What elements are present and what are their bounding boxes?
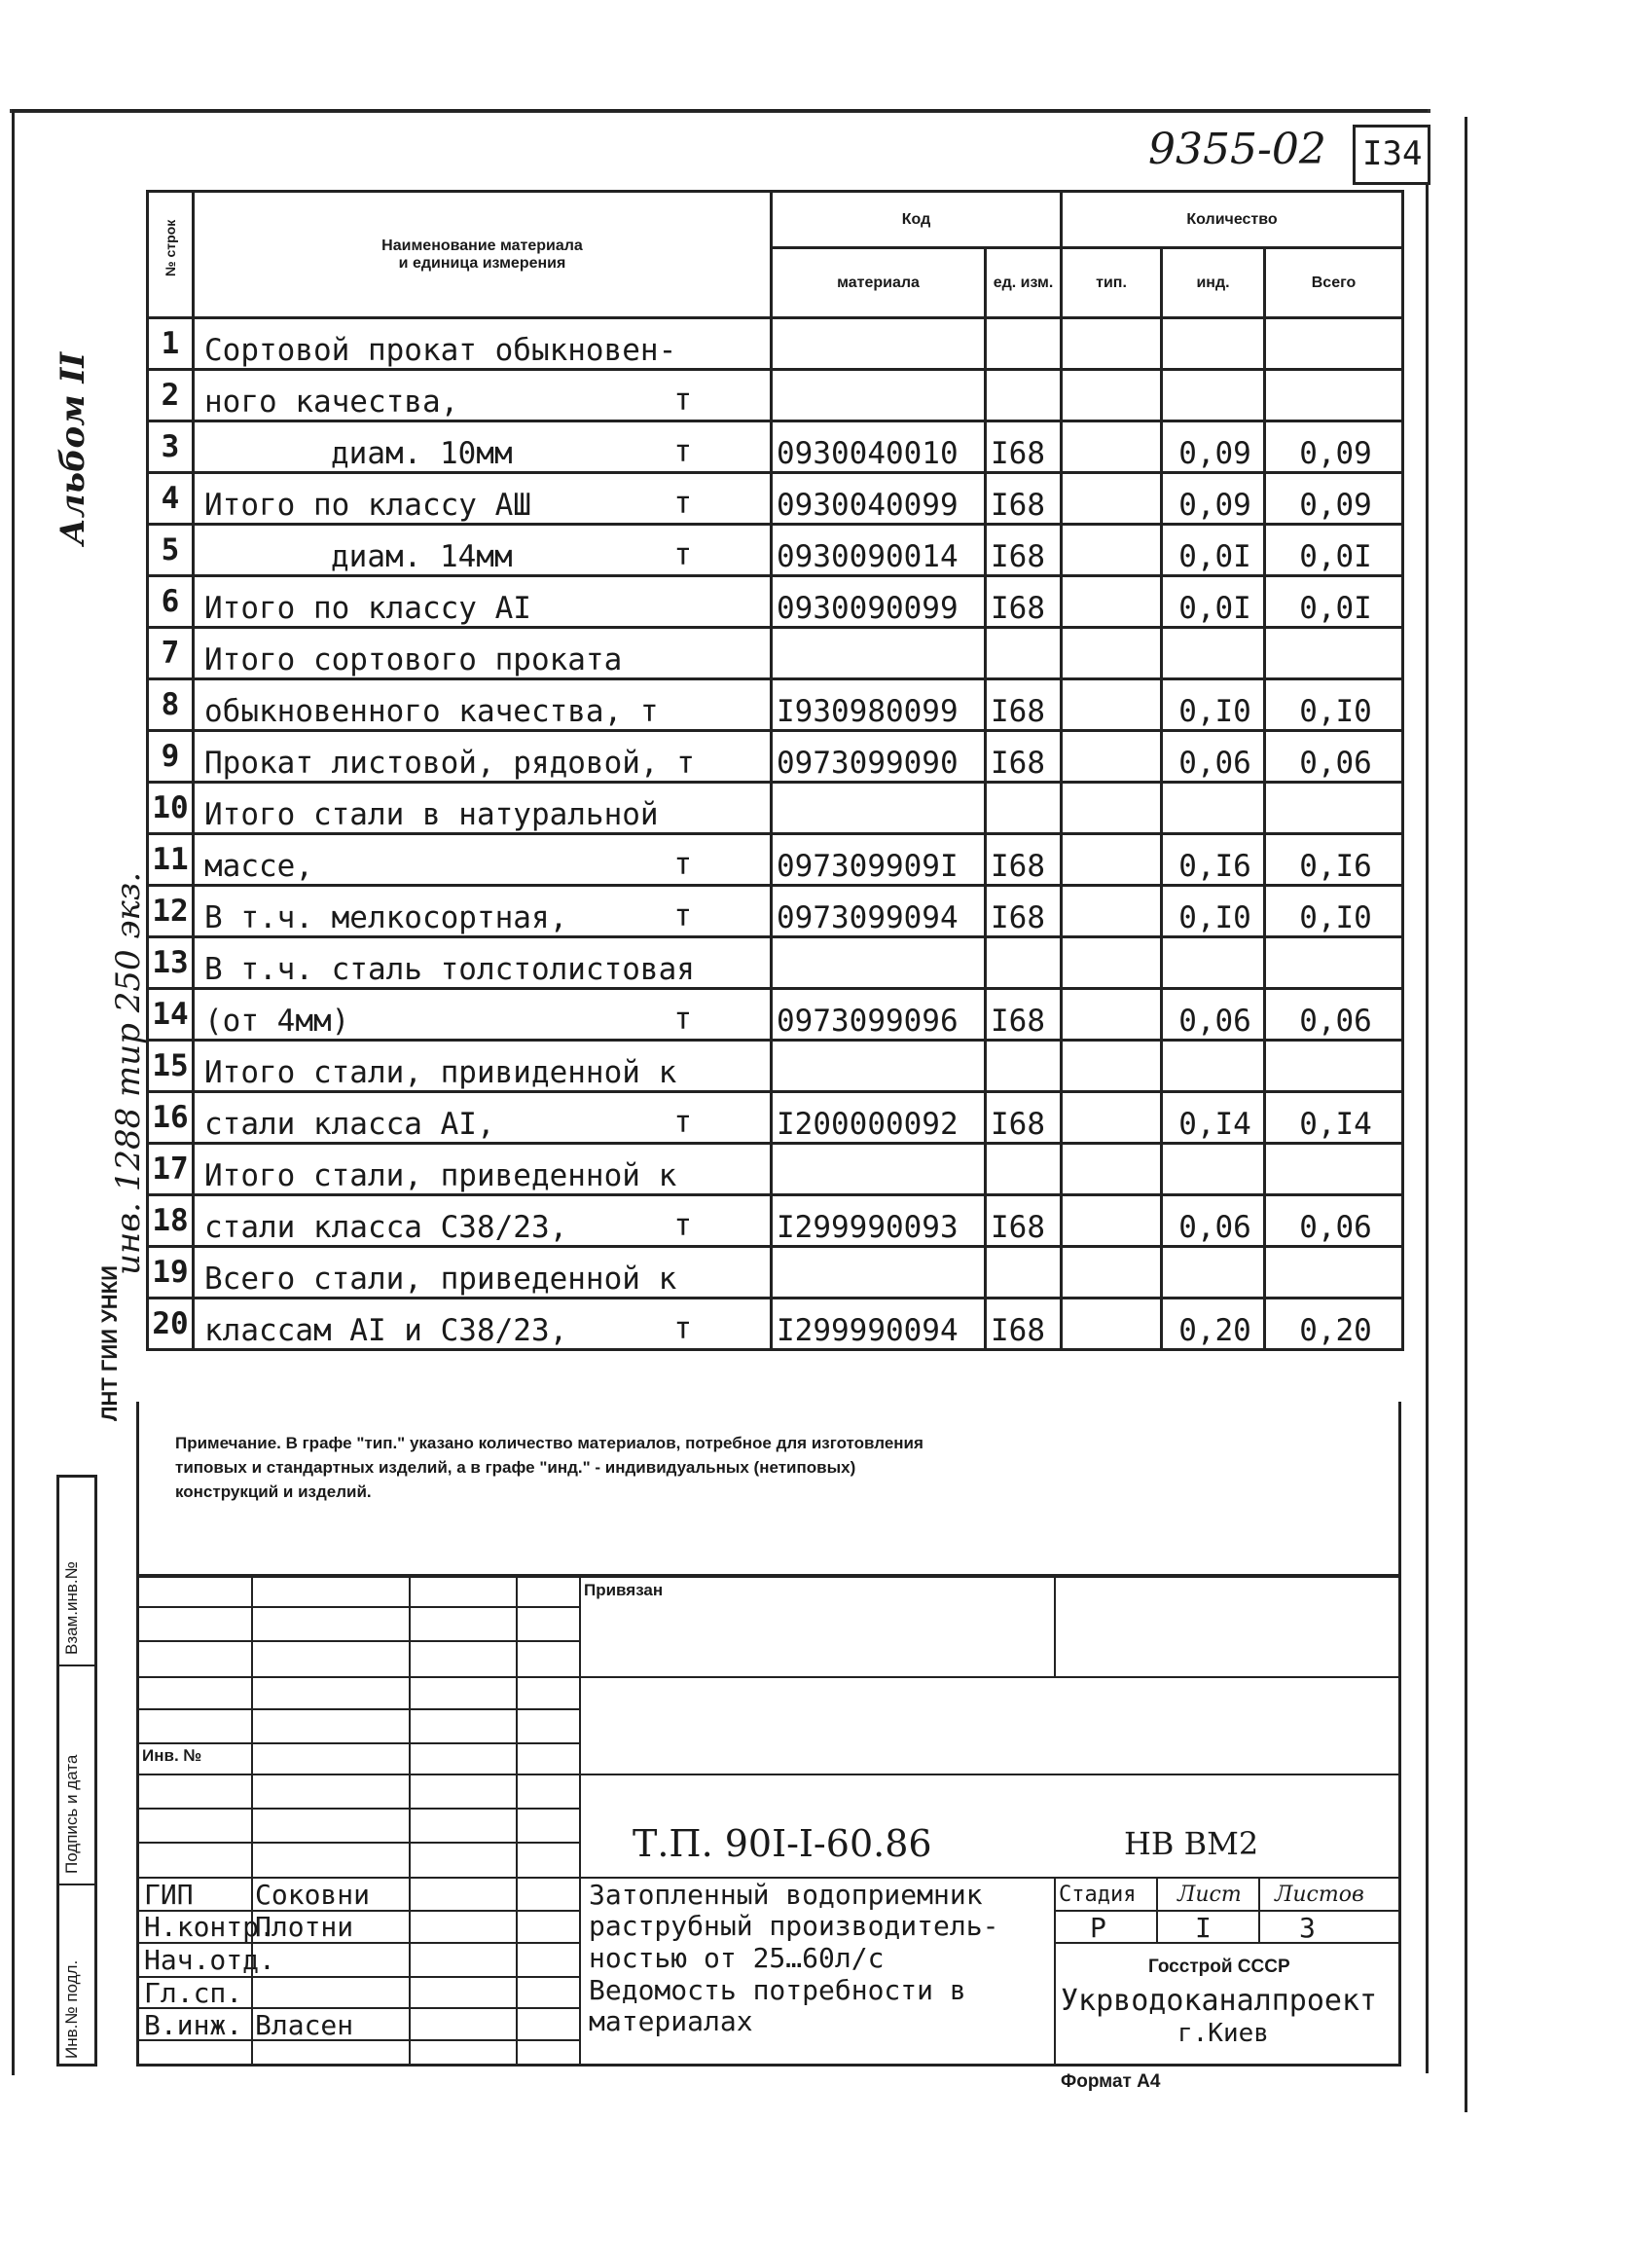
tb-v-4: [579, 1575, 581, 2067]
row-name-text: стали класса AI,: [204, 1107, 495, 1142]
row-qty-total: [1265, 1041, 1403, 1092]
stage-label: Стадия: [1059, 1883, 1137, 1907]
sheet-label: Лист: [1177, 1883, 1242, 1907]
row-unit: I68: [986, 1195, 1062, 1247]
title-line-2: раструбный производитель-: [589, 1910, 999, 1942]
table-row: [148, 525, 1403, 576]
tb-h-4: [136, 1708, 579, 1710]
row-code: 0930090099: [772, 576, 986, 628]
title-line-3: ностью от 25…60л/с: [589, 1942, 885, 1974]
table-row: [148, 370, 1403, 421]
row-name: [194, 421, 772, 473]
table-row: [148, 937, 1403, 989]
row-name: [194, 318, 772, 370]
row-name-unit: т: [673, 1208, 692, 1243]
org-line-2: Укрводоканалпроект: [1061, 1984, 1378, 2018]
row-number: 17: [148, 1144, 194, 1195]
row-number: 19: [148, 1247, 194, 1299]
row-name-unit: т: [673, 1311, 692, 1346]
materials-table: [146, 190, 1404, 1351]
row-unit: I68: [986, 473, 1062, 525]
table-row: [148, 1144, 1403, 1195]
sheets-label: Листов: [1275, 1883, 1364, 1907]
tb-h-8: [136, 1842, 579, 1844]
row-name-unit: т: [673, 486, 692, 521]
row-qty-ind: 0,I6: [1162, 834, 1265, 886]
row-name-text: диам. 10мм: [331, 436, 513, 471]
row-unit: [986, 318, 1062, 370]
row-qty-typ: [1062, 525, 1162, 576]
row-unit: [986, 628, 1062, 679]
row-unit: I68: [986, 731, 1062, 783]
row-unit: I68: [986, 421, 1062, 473]
sig-role-3: Нач.отд.: [144, 1944, 275, 1976]
row-number: 2: [148, 370, 194, 421]
row-qty-total: [1265, 370, 1403, 421]
row-qty-total: 0,I0: [1265, 886, 1403, 937]
title-line-5: материалах: [589, 2005, 753, 2037]
row-name-text: классам AI и С38/23,: [204, 1313, 568, 1348]
row-qty-typ: [1062, 1092, 1162, 1144]
tb-v-6: [1054, 1877, 1056, 2067]
row-number: 20: [148, 1299, 194, 1350]
row-qty-total: [1265, 1247, 1403, 1299]
row-qty-total: [1265, 937, 1403, 989]
doc-number: 9355-02: [1148, 125, 1326, 174]
row-unit: [986, 1247, 1062, 1299]
row-qty-ind: 0,06: [1162, 1195, 1265, 1247]
row-name: [194, 1041, 772, 1092]
row-number: 16: [148, 1092, 194, 1144]
row-qty-ind: 0,I4: [1162, 1092, 1265, 1144]
margin-box-label-3: Инв.№ подл.: [62, 1959, 81, 2059]
row-code: [772, 1144, 986, 1195]
row-name: [194, 1144, 772, 1195]
row-code: 0930090014: [772, 525, 986, 576]
row-unit: I68: [986, 1092, 1062, 1144]
row-qty-typ: [1062, 834, 1162, 886]
row-qty-typ: [1062, 473, 1162, 525]
row-name: [194, 989, 772, 1041]
table-row: [148, 886, 1403, 937]
table-row: [148, 989, 1403, 1041]
table-row: [148, 576, 1403, 628]
row-name-text: Итого по классу АШ: [204, 488, 531, 523]
row-number: 1: [148, 318, 194, 370]
row-code: 0973099096: [772, 989, 986, 1041]
note-text: Примечание. В графе "тип." указано количество материалов, потребное для изготовления типовых и стандартных изделий, а в графе "инд." - индивидуальных (нетиповых) конструкций и изделий.: [175, 1434, 923, 1501]
row-code: 0930040010: [772, 421, 986, 473]
table-row: [148, 783, 1403, 834]
row-name-unit: т: [673, 847, 692, 882]
row-code: I299990093: [772, 1195, 986, 1247]
row-name: [194, 576, 772, 628]
materials-table-body: [148, 318, 1403, 1350]
row-qty-total: 0,09: [1265, 421, 1403, 473]
row-name-text: диам. 14мм: [331, 539, 513, 574]
row-qty-ind: [1162, 1041, 1265, 1092]
row-code: [772, 318, 986, 370]
row-code: [772, 937, 986, 989]
row-number: 13: [148, 937, 194, 989]
row-name-unit: т: [673, 1002, 692, 1037]
stage-value: Р: [1090, 1912, 1106, 1944]
row-qty-total: 0,0I: [1265, 525, 1403, 576]
row-unit: [986, 370, 1062, 421]
row-qty-typ: [1062, 1041, 1162, 1092]
row-name: [194, 937, 772, 989]
row-qty-total: [1265, 1144, 1403, 1195]
row-qty-total: [1265, 783, 1403, 834]
inv-no-label: Инв. №: [142, 1746, 202, 1765]
row-qty-ind: 0,09: [1162, 421, 1265, 473]
row-qty-typ: [1062, 576, 1162, 628]
tb-h-7: [136, 1808, 579, 1810]
row-name-text: Прокат листовой, рядовой, т: [204, 746, 695, 781]
row-name-text: стали класса С38/23,: [204, 1210, 568, 1245]
tb-v-2: [409, 1575, 411, 2067]
row-name: [194, 1299, 772, 1350]
row-number: 12: [148, 886, 194, 937]
row-qty-typ: [1062, 783, 1162, 834]
row-qty-total: [1265, 628, 1403, 679]
row-qty-ind: 0,20: [1162, 1299, 1265, 1350]
row-name: [194, 525, 772, 576]
table-row: [148, 1195, 1403, 1247]
tb-v-3: [516, 1575, 518, 2067]
row-name: [194, 1195, 772, 1247]
row-unit: [986, 1144, 1062, 1195]
row-unit: I68: [986, 989, 1062, 1041]
row-code: [772, 783, 986, 834]
right-edge-line-2: [1465, 117, 1467, 2112]
row-unit: I68: [986, 1299, 1062, 1350]
album-label: Альбом II: [54, 351, 92, 545]
row-name: [194, 731, 772, 783]
row-qty-ind: [1162, 1144, 1265, 1195]
row-name-text: Всего стали, приведенной к: [204, 1262, 677, 1297]
table-row: [148, 834, 1403, 886]
row-name-text: Сортовой прокат обыкновен-: [204, 333, 677, 368]
margin-box-divider-2: [56, 1884, 97, 1885]
row-name: [194, 886, 772, 937]
row-qty-typ: [1062, 421, 1162, 473]
tb-h-1: [136, 1606, 579, 1608]
row-number: 14: [148, 989, 194, 1041]
row-qty-total: 0,I0: [1265, 679, 1403, 731]
row-code: I200000092: [772, 1092, 986, 1144]
header-qty-typ: тип.: [1062, 248, 1162, 318]
tb-v-1: [251, 1575, 253, 2067]
row-qty-ind: 0,06: [1162, 731, 1265, 783]
header-code-unit: ед. изм.: [986, 248, 1062, 318]
row-name-text: ного качества,: [204, 384, 459, 420]
sig-role-4: Гл.сп.: [144, 1977, 243, 2009]
row-name-unit: т: [673, 537, 692, 572]
row-unit: I68: [986, 679, 1062, 731]
row-qty-typ: [1062, 1144, 1162, 1195]
row-name-unit: т: [673, 1105, 692, 1140]
row-code: I299990094: [772, 1299, 986, 1350]
header-qty-group: Количество: [1062, 192, 1403, 248]
row-number: 3: [148, 421, 194, 473]
row-qty-ind: 0,06: [1162, 989, 1265, 1041]
row-number: 10: [148, 783, 194, 834]
org-line-1: Госстрой СССР: [1148, 1957, 1290, 1977]
row-qty-typ: [1062, 937, 1162, 989]
row-name-text: Итого стали, привиденной к: [204, 1055, 677, 1090]
row-qty-ind: [1162, 628, 1265, 679]
row-name-text: Итого по классу AI: [204, 591, 531, 626]
sig-role-2: Н.контр.: [144, 1911, 275, 1943]
row-qty-ind: [1162, 1247, 1265, 1299]
row-name-unit: т: [673, 434, 692, 469]
table-row: [148, 679, 1403, 731]
row-unit: [986, 783, 1062, 834]
header-name: Наименование материала и единица измерения: [194, 192, 772, 318]
row-unit: I68: [986, 525, 1062, 576]
title-line-4: Ведомость потребности в: [589, 1974, 966, 2006]
row-qty-total: 0,I6: [1265, 834, 1403, 886]
row-qty-typ: [1062, 1195, 1162, 1247]
row-qty-ind: 0,I0: [1162, 679, 1265, 731]
row-name-text: массе,: [204, 849, 313, 884]
row-name-text: В т.ч. мелкосортная,: [204, 900, 568, 935]
row-unit: I68: [986, 576, 1062, 628]
row-number: 7: [148, 628, 194, 679]
margin-stamp: ЛНТ ГИИ УНКИ: [97, 1265, 122, 1421]
tb-h-2: [136, 1640, 579, 1642]
header-qty-ind: инд.: [1162, 248, 1265, 318]
row-name: [194, 834, 772, 886]
row-number: 6: [148, 576, 194, 628]
row-qty-total: 0,06: [1265, 989, 1403, 1041]
sig-name-2: Плотни: [255, 1911, 354, 1943]
row-name: [194, 370, 772, 421]
header-rownum: № строк: [148, 192, 194, 318]
row-unit: I68: [986, 886, 1062, 937]
header-code-group: Код: [772, 192, 1062, 248]
table-row: [148, 1299, 1403, 1350]
row-qty-total: 0,06: [1265, 1195, 1403, 1247]
row-code: 097309909I: [772, 834, 986, 886]
row-code: 0930040099: [772, 473, 986, 525]
row-name: [194, 1092, 772, 1144]
row-qty-typ: [1062, 628, 1162, 679]
row-qty-typ: [1062, 1247, 1162, 1299]
row-code: [772, 628, 986, 679]
row-name-unit: т: [673, 383, 692, 418]
row-name: [194, 628, 772, 679]
row-name: [194, 679, 772, 731]
row-name: [194, 473, 772, 525]
row-name-text: В т.ч. сталь толстолистовая: [204, 952, 695, 987]
row-number: 9: [148, 731, 194, 783]
row-qty-typ: [1062, 731, 1162, 783]
table-row: [148, 1247, 1403, 1299]
row-qty-typ: [1062, 370, 1162, 421]
row-qty-ind: [1162, 370, 1265, 421]
margin-box-divider-1: [56, 1664, 97, 1666]
row-number: 8: [148, 679, 194, 731]
table-row: [148, 1041, 1403, 1092]
row-qty-total: 0,20: [1265, 1299, 1403, 1350]
tb-h-3: [136, 1676, 1401, 1678]
designation: Т.П. 90I-I-60.86: [633, 1822, 932, 1865]
row-code: [772, 1041, 986, 1092]
row-code: [772, 1247, 986, 1299]
row-qty-total: [1265, 318, 1403, 370]
row-unit: [986, 1041, 1062, 1092]
row-name: [194, 783, 772, 834]
row-number: 5: [148, 525, 194, 576]
row-unit: I68: [986, 834, 1062, 886]
sig-role-1: ГИП: [144, 1879, 194, 1911]
row-number: 11: [148, 834, 194, 886]
row-qty-total: 0,09: [1265, 473, 1403, 525]
sig-name-1: Соковни: [255, 1879, 371, 1911]
row-qty-typ: [1062, 886, 1162, 937]
row-qty-ind: 0,09: [1162, 473, 1265, 525]
row-qty-ind: [1162, 783, 1265, 834]
handwritten-inv-note: инв. 1288 тир 250 экз.: [109, 871, 148, 1275]
row-qty-total: 0,06: [1265, 731, 1403, 783]
tb-h-6: [136, 1774, 1401, 1775]
sheets-value: 3: [1299, 1912, 1316, 1944]
sheet-value: I: [1195, 1912, 1212, 1944]
table-row: [148, 318, 1403, 370]
row-name-text: (от 4мм): [204, 1004, 350, 1039]
format-label: Формат А4: [1061, 2071, 1161, 2092]
row-name: [194, 1247, 772, 1299]
row-code: 0973099090: [772, 731, 986, 783]
privyazan-label: Привязан: [584, 1581, 664, 1599]
row-qty-total: 0,I4: [1265, 1092, 1403, 1144]
row-name-text: Итого сортового проката: [204, 642, 623, 677]
row-number: 15: [148, 1041, 194, 1092]
title-line-1: Затопленный водоприемник: [589, 1879, 983, 1911]
row-qty-ind: 0,0I: [1162, 576, 1265, 628]
page-number: I34: [1362, 134, 1423, 173]
margin-box-label-1: Взам.инв.№: [62, 1561, 81, 1655]
row-unit: [986, 937, 1062, 989]
row-code: [772, 370, 986, 421]
table-row: [148, 628, 1403, 679]
row-code: 0973099094: [772, 886, 986, 937]
org-line-3: г.Киев: [1177, 2019, 1269, 2048]
row-qty-ind: [1162, 937, 1265, 989]
table-row: [148, 731, 1403, 783]
row-name-text: Итого стали в натуральной: [204, 797, 659, 832]
row-qty-typ: [1062, 989, 1162, 1041]
row-qty-ind: 0,0I: [1162, 525, 1265, 576]
row-number: 18: [148, 1195, 194, 1247]
sig-name-5: Власен: [255, 2009, 354, 2041]
row-qty-ind: 0,I0: [1162, 886, 1265, 937]
header-code-material: материала: [772, 248, 986, 318]
row-name-text: Итого стали, приведенной к: [204, 1158, 677, 1193]
row-code: I930980099: [772, 679, 986, 731]
row-number: 4: [148, 473, 194, 525]
row-qty-typ: [1062, 318, 1162, 370]
row-qty-ind: [1162, 318, 1265, 370]
tb-h-5: [136, 1742, 579, 1744]
row-qty-total: 0,0I: [1265, 576, 1403, 628]
margin-box-label-2: Подпись и дата: [62, 1754, 81, 1874]
sig-role-5: В.инж.: [144, 2009, 243, 2041]
table-row: [148, 473, 1403, 525]
right-edge-line-1: [1426, 185, 1429, 2073]
row-qty-typ: [1062, 679, 1162, 731]
table-row: [148, 1092, 1403, 1144]
table-row: [148, 421, 1403, 473]
row-name-text: обыкновенного качества, т: [204, 694, 659, 729]
row-qty-typ: [1062, 1299, 1162, 1350]
header-qty-total: Всего: [1265, 248, 1403, 318]
tb-v-5: [1054, 1575, 1056, 1677]
sheet-code: НВ ВМ2: [1124, 1825, 1259, 1862]
row-name-unit: т: [673, 898, 692, 933]
